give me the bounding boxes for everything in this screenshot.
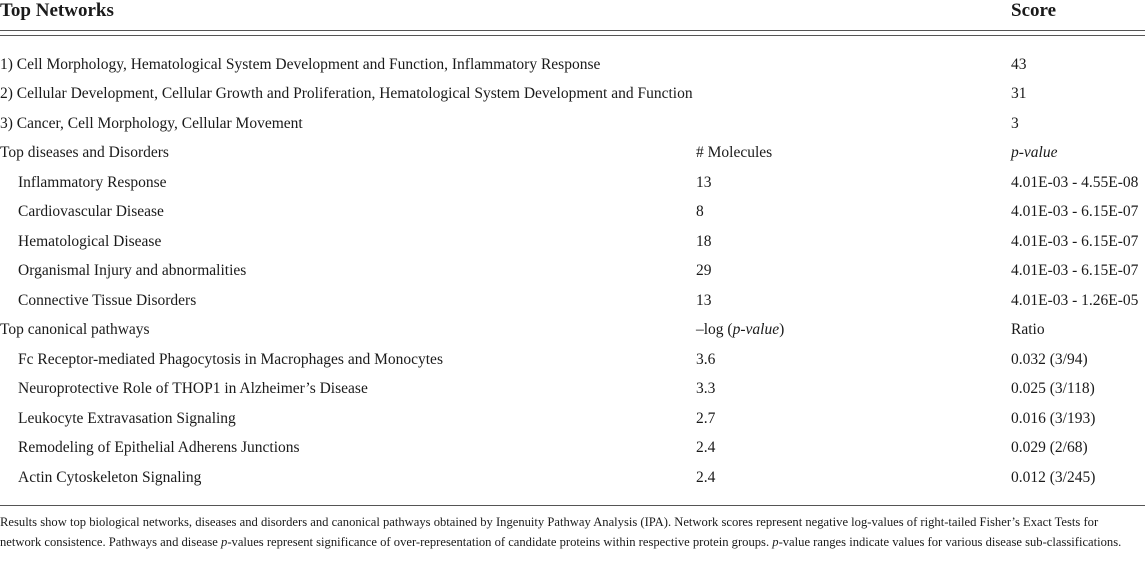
pathway-label: Leukocyte Extravasation Signaling [18, 410, 236, 427]
network-label: 2) Cellular Development, Cellular Growth and Proliferation, Hematological System Development and Function [0, 85, 693, 102]
footnote-part3: -value ranges indicate values for various disease sub-classifications. [778, 534, 1122, 549]
pathway-label: Fc Receptor-mediated Phagocytosis in Macrophages and Monocytes [18, 351, 443, 368]
network-label: 3) Cancer, Cell Morphology, Cellular Movement [0, 115, 303, 132]
table-top-rule [0, 30, 1145, 31]
table-bottom-rule [0, 505, 1145, 506]
pathway-row [0, 465, 1145, 491]
network-row-2 [0, 81, 1145, 107]
network-row-3 [0, 111, 1145, 137]
table-footnote [0, 513, 1140, 552]
network-row-1 [0, 52, 1145, 78]
pathway-ratio: 0.016 (3/193) [1011, 410, 1096, 427]
neglog-italic: p-value [732, 321, 780, 338]
pathway-neglog: 3.6 [696, 351, 716, 368]
col-header-pvalue: p-value [1011, 144, 1058, 161]
footnote-italic-p1: p [221, 534, 228, 549]
pathway-row [0, 376, 1145, 402]
disease-row [0, 170, 1145, 196]
disease-label: Connective Tissue Disorders [18, 292, 197, 309]
header-score: Score [1011, 0, 1057, 21]
neglog-suffix: ) [779, 321, 785, 338]
section-label: Top canonical pathways [0, 321, 150, 338]
disease-row [0, 229, 1145, 255]
pathway-ratio: 0.032 (3/94) [1011, 351, 1088, 368]
pathway-ratio: 0.012 (3/245) [1011, 469, 1096, 486]
pathway-neglog: 3.3 [696, 380, 716, 397]
col-header-neglog-pvalue [696, 317, 784, 343]
pathway-label: Neuroprotective Role of THOP1 in Alzheimer’s Disease [18, 380, 368, 397]
disease-pvalue: 4.01E-03 - 6.15E-07 [1011, 233, 1139, 250]
col-header-ratio: Ratio [1011, 321, 1045, 338]
disease-row [0, 258, 1145, 284]
disease-label: Inflammatory Response [18, 174, 167, 191]
disease-molecules: 29 [696, 262, 712, 279]
pathway-ratio: 0.025 (3/118) [1011, 380, 1095, 397]
footnote-part2: -values represent significance of over-representation of candidate proteins within respective protein groups. [227, 534, 773, 549]
col-header-molecules: # Molecules [696, 144, 773, 161]
pathway-label: Remodeling of Epithelial Adherens Junctions [18, 439, 300, 456]
pathways-section-header [0, 317, 1145, 343]
section-label: Top diseases and Disorders [0, 144, 169, 161]
network-score: 31 [1011, 85, 1027, 102]
footnote-italic-p2: p [772, 534, 779, 549]
disease-label: Organismal Injury and abnormalities [18, 262, 247, 279]
network-label: 1) Cell Morphology, Hematological System Development and Function, Inflammatory Response [0, 56, 601, 73]
footnote-part1: Results show top biological networks, diseases and disorders and canonical pathways obtained by Ingenuity Pathway Analysis (IPA). Network scores represent negative log-values of right-tailed Fisher’s Exact Tests for network consistence. Pathways and disease [0, 515, 1099, 549]
pathway-neglog: 2.7 [696, 410, 716, 427]
disease-label: Hematological Disease [18, 233, 162, 250]
pathway-row [0, 347, 1145, 373]
header-rule [0, 35, 1145, 36]
disease-pvalue: 4.01E-03 - 1.26E-05 [1011, 292, 1139, 309]
pathway-row [0, 435, 1145, 461]
network-score: 3 [1011, 115, 1019, 132]
disease-pvalue: 4.01E-03 - 6.15E-07 [1011, 262, 1139, 279]
disease-label: Cardiovascular Disease [18, 203, 164, 220]
pathway-ratio: 0.029 (2/68) [1011, 439, 1088, 456]
disease-molecules: 18 [696, 233, 712, 250]
pathway-neglog: 2.4 [696, 439, 716, 456]
disease-pvalue: 4.01E-03 - 4.55E-08 [1011, 174, 1139, 191]
diseases-section-header [0, 140, 1145, 166]
disease-molecules: 8 [696, 203, 704, 220]
disease-row [0, 288, 1145, 314]
disease-pvalue: 4.01E-03 - 6.15E-07 [1011, 203, 1139, 220]
pathway-row [0, 406, 1145, 432]
network-score: 43 [1011, 56, 1027, 73]
disease-molecules: 13 [696, 174, 712, 191]
pathway-label: Actin Cytoskeleton Signaling [18, 469, 202, 486]
disease-row [0, 199, 1145, 225]
header-top-networks: Top Networks [0, 0, 114, 21]
disease-molecules: 13 [696, 292, 712, 309]
neglog-prefix: –log ( [696, 321, 733, 338]
pathway-neglog: 2.4 [696, 469, 716, 486]
